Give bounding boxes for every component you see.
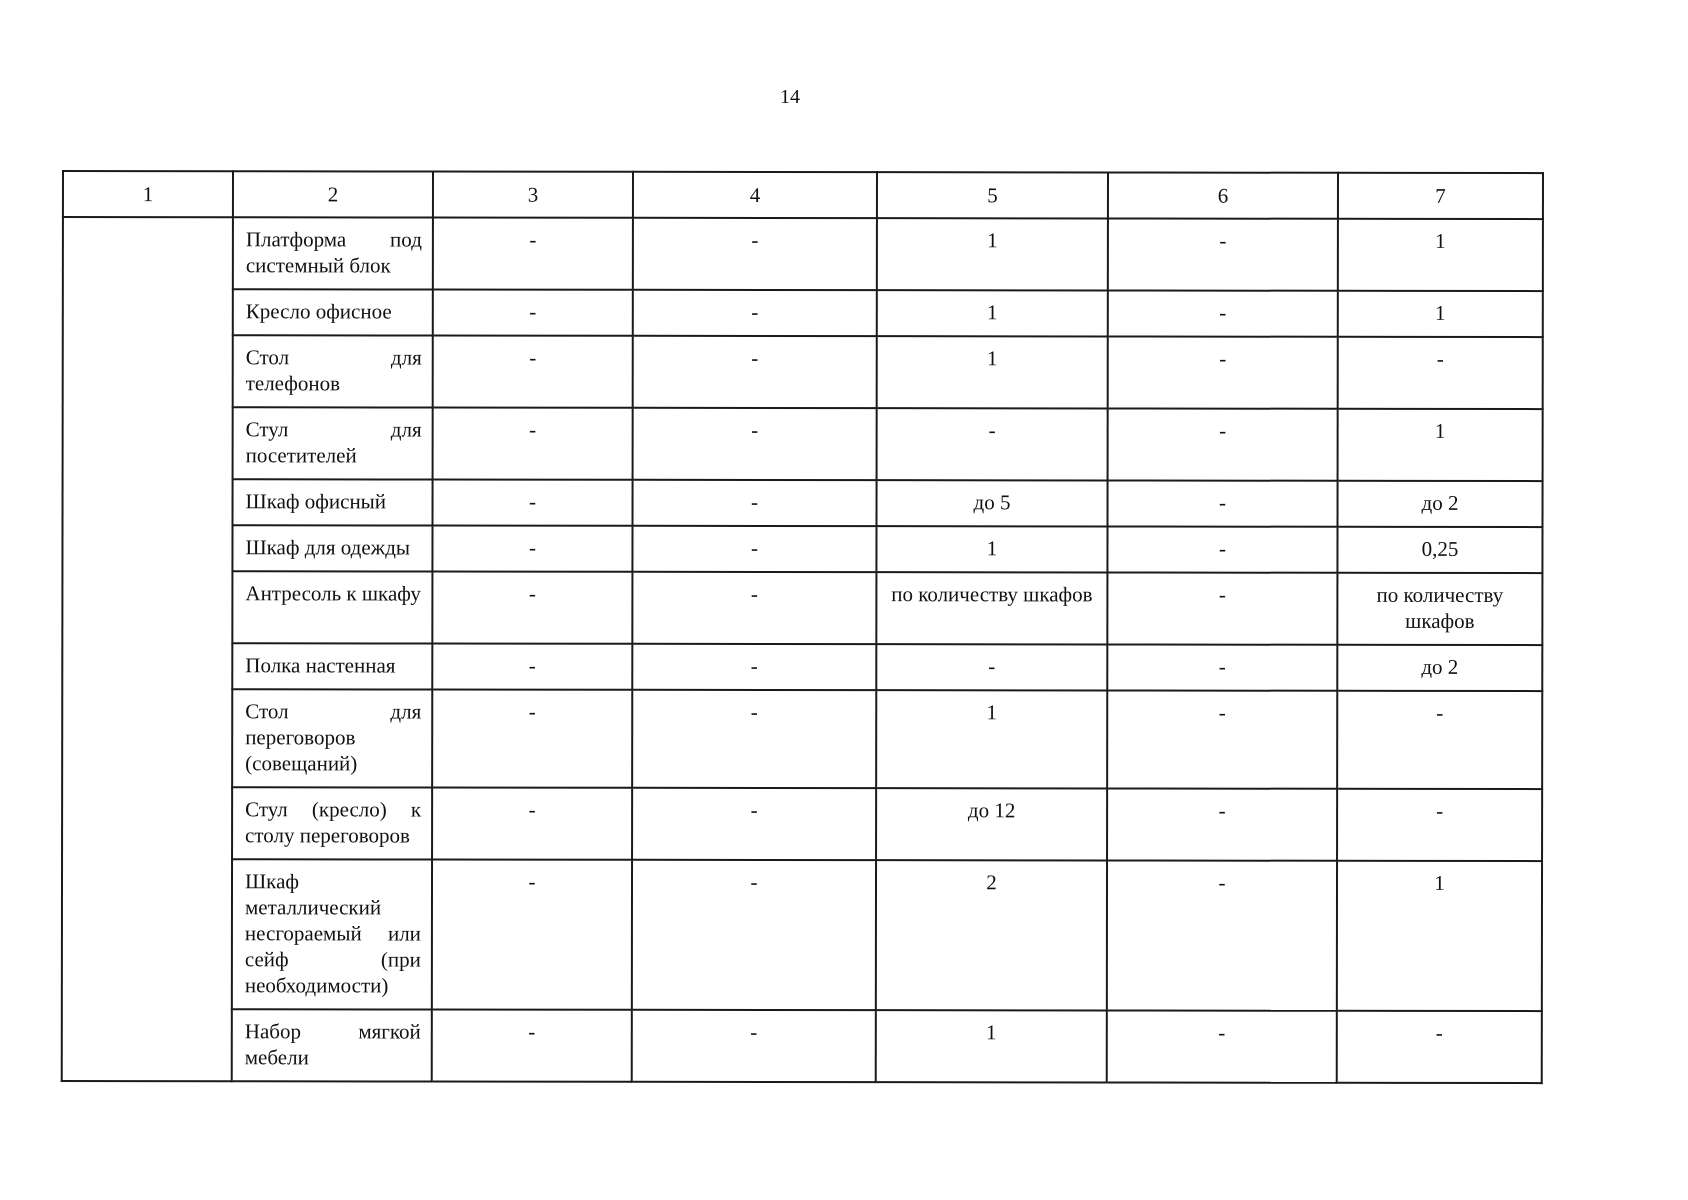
table-row (62, 525, 1542, 573)
item-name: Стул для посетителей (233, 407, 433, 479)
table-cell: - (632, 644, 876, 690)
table-cell: - (432, 860, 632, 1010)
table-cell: - (432, 644, 632, 690)
table-row (63, 335, 1543, 409)
table-cell: - (877, 408, 1108, 480)
item-name: Платформа под системный блок (233, 217, 433, 289)
table-cell: - (1108, 218, 1338, 290)
table-cell: - (632, 1010, 876, 1082)
table-cell: - (432, 788, 632, 860)
table-cell: - (1107, 572, 1337, 644)
table-cell: до 2 (1338, 481, 1543, 527)
table-cell: - (1107, 644, 1337, 690)
table-cell: по количеству шкафов (1337, 573, 1542, 645)
page-number: 14 (780, 86, 800, 108)
table-cell: 1 (876, 690, 1107, 788)
table-cell: - (633, 218, 877, 290)
table-cell: - (632, 690, 876, 788)
item-name: Стол для переговоров (совещаний) (232, 689, 432, 787)
table-cell: по количеству шкафов (876, 572, 1107, 644)
table-cell: - (1108, 408, 1338, 480)
table-cell: 1 (1338, 219, 1543, 291)
table-cell: - (433, 290, 633, 336)
table-cell: - (1107, 860, 1337, 1010)
table-cell: 2 (876, 860, 1107, 1010)
item-name: Кресло офисное (233, 289, 433, 335)
table-row (62, 689, 1542, 789)
item-name: Шкаф для одежды (232, 525, 432, 571)
table-row (63, 289, 1543, 337)
table-row (62, 787, 1542, 861)
table-cell: 1 (1338, 291, 1543, 337)
table-cell: 1 (877, 218, 1108, 290)
table-cell: - (432, 690, 632, 788)
table-cell: 0,25 (1337, 527, 1542, 573)
table-cell: 1 (876, 1010, 1107, 1082)
table-cell: - (1337, 1011, 1542, 1083)
table-cell: 1 (877, 336, 1108, 408)
table-cell: до 2 (1337, 645, 1542, 691)
table-cell: 1 (876, 526, 1107, 572)
table-row (63, 479, 1543, 527)
column-header: 6 (1108, 172, 1338, 218)
table-cell: - (632, 526, 876, 572)
column-header: 4 (633, 172, 877, 218)
table-row (62, 1009, 1542, 1083)
table-cell: - (433, 408, 633, 480)
table-cell: до 12 (876, 788, 1107, 860)
table-cell: - (433, 480, 633, 526)
table-cell: - (632, 572, 876, 644)
column-header: 5 (877, 172, 1108, 218)
item-name: Набор мягкой мебели (232, 1009, 432, 1081)
category-cell (62, 217, 233, 1081)
item-name: Шкаф офисный (233, 479, 433, 525)
table-cell: - (1337, 691, 1542, 789)
table-cell: - (1337, 789, 1542, 861)
header-row (63, 171, 1543, 219)
table-cell: - (633, 336, 877, 408)
table-cell: - (633, 480, 877, 526)
item-name: Антресоль к шкафу (232, 571, 432, 643)
table-cell: 1 (1337, 861, 1542, 1011)
table-row (62, 859, 1542, 1011)
table-cell: 1 (877, 290, 1108, 336)
item-name: Стул (кресло) к столу переговоров (232, 787, 432, 859)
table-cell: - (1107, 526, 1337, 572)
table-cell: - (633, 290, 877, 336)
table-row (63, 217, 1543, 291)
table-cell: - (433, 336, 633, 408)
table-cell: - (433, 218, 633, 290)
table-cell: - (1338, 337, 1543, 409)
item-name: Стол для телефонов (233, 335, 433, 407)
table-cell: - (1108, 480, 1338, 526)
table-cell: - (1107, 788, 1337, 860)
table-cell: - (876, 644, 1107, 690)
table-cell: - (1108, 336, 1338, 408)
furniture-norms-table (61, 170, 1544, 1084)
table-cell: - (432, 1010, 632, 1082)
table-row (62, 571, 1542, 645)
table-cell: - (1107, 690, 1337, 788)
table-cell: - (1108, 290, 1338, 336)
table-cell: - (1107, 1010, 1337, 1082)
table-row (62, 643, 1542, 691)
table-cell: 1 (1338, 409, 1543, 481)
table-cell: - (432, 572, 632, 644)
table-row (63, 407, 1543, 481)
table-cell: - (633, 408, 877, 480)
column-header: 1 (63, 171, 233, 217)
column-header: 2 (233, 171, 433, 217)
item-name: Шкаф металлический несгораемый или сейф (при необходимости) (232, 859, 432, 1009)
table-cell: - (632, 788, 876, 860)
column-header: 7 (1338, 173, 1543, 219)
table-cell: - (432, 526, 632, 572)
table-cell: - (632, 860, 876, 1010)
item-name: Полка настенная (232, 643, 432, 689)
table-cell: до 5 (877, 480, 1108, 526)
column-header: 3 (433, 172, 633, 218)
